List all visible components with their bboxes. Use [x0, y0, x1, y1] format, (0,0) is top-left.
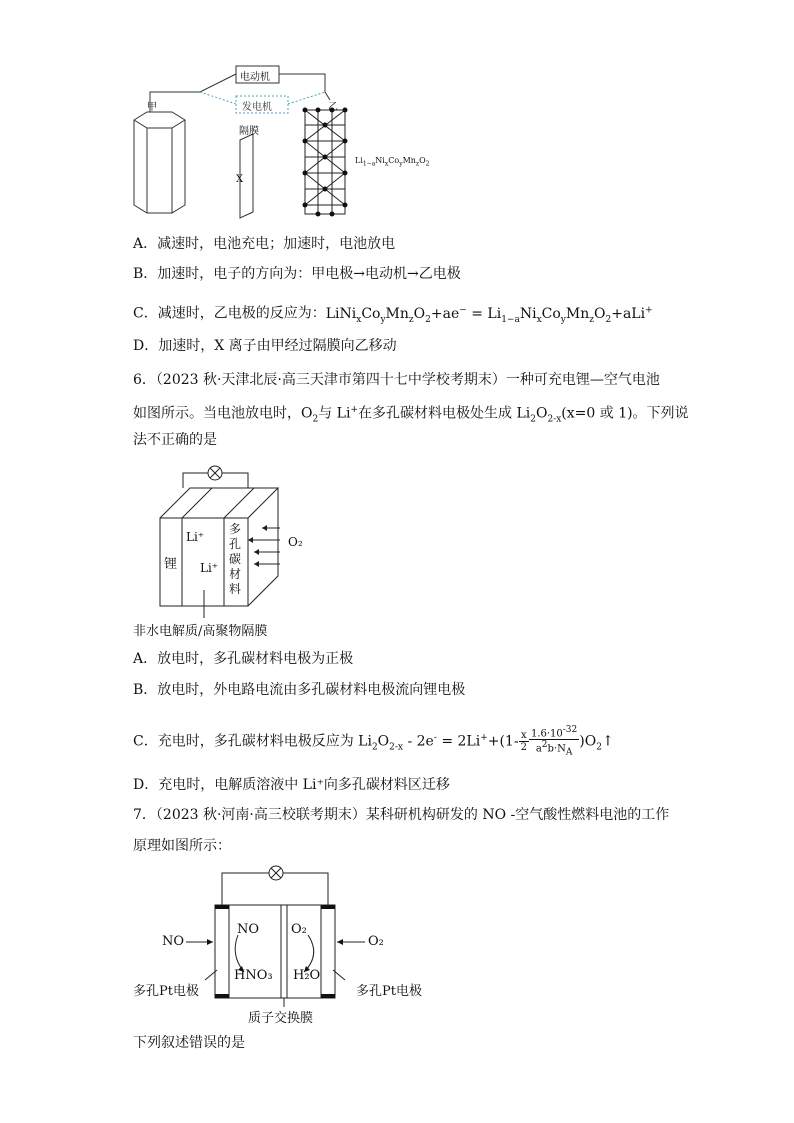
- right-electrode-label: 多孔Pt电极: [356, 984, 422, 999]
- electrode-b-label: 乙: [328, 102, 338, 113]
- o2-inlet-label-q7: O₂: [368, 934, 384, 949]
- li-ion-label-1: Li⁺: [186, 530, 205, 544]
- left-electrode-label: 多孔Pt电极: [133, 984, 199, 999]
- motor-label: 电动机: [240, 72, 270, 83]
- hno3-product-label: HNO₃: [234, 968, 273, 983]
- electrode-a-label: 甲: [147, 102, 157, 113]
- q6-option-d: D．充电时，电解质溶液中 Li⁺向多孔碳材料区迁移: [133, 777, 450, 793]
- q7-stem-line2: 原理如图所示：: [133, 838, 231, 854]
- q6-stem-line1: 6．（2023 秋·天津北辰·高三天津市第四十七中学校考期末）一种可充电锂—空气电池: [133, 372, 660, 388]
- q6-stem-line3: 法不正确的是: [133, 432, 217, 448]
- li-ion-label-2: Li⁺: [200, 561, 219, 575]
- q5-option-b: B．加速时，电子的方向为：甲电极→电动机→乙电极: [133, 266, 461, 282]
- no-reactant-label: NO: [237, 922, 260, 937]
- q5-option-a: A．减速时，电池充电；加速时，电池放电: [133, 236, 396, 252]
- q5-option-c-equation: $LiNi_xCo_yMn_zO_2+ae^- = Li_{1-a}Ni_xCo_yMn_zO_2+aLi^+$: [325, 305, 653, 325]
- o2-reactant-label: O₂: [291, 922, 307, 937]
- q6-option-c: C．充电时，多孔碳材料电极反应为 $Li_2O_{2-x} - 2e^- = 2Li^++(1-$ $\frac{x}{2}$ $\frac{1.6\cdot 10^{-32}}{a^2b\cdot N_A}$ )$O_2↑$: [133, 724, 614, 758]
- q5-option-c-prefix: C．减速时，乙电极的反应为：: [133, 305, 326, 322]
- q5-option-d: D．加速时，X 离子由甲经过隔膜向乙移动: [133, 338, 397, 354]
- lithium-label: 锂: [164, 557, 178, 572]
- o2-inlet-label: O₂: [288, 535, 303, 549]
- q6-option-a: A．放电时，多孔碳材料电极为正极: [133, 651, 354, 667]
- no-inlet-label: NO: [162, 934, 185, 949]
- fraction-x-2: $\frac{x}{2}$: [520, 730, 527, 754]
- q6-option-c-prefix: C．充电时，多孔碳材料电极反应为 Li: [133, 733, 372, 750]
- ion-label: X: [236, 174, 244, 185]
- carbon-material-label: 多 孔 碳 材 料: [228, 522, 241, 596]
- q7-stem-line3: 下列叙述错误的是: [133, 1035, 245, 1051]
- lattice-formula: $Li_{1-a}Ni_xCo_yMn_zO_2$: [355, 156, 430, 168]
- fraction-density: $\frac{1.6\cdot 10^{-32}}{a^2b\cdot N_A}$: [530, 724, 578, 758]
- h2o-product-label: H₂O: [293, 968, 321, 983]
- q7-stem-line1: 7．（2023 秋·河南·高三校联考期末）某科研机构研发的 NO -空气酸性燃料电池的工作: [133, 807, 670, 823]
- membrane-caption: 非水电解质/高聚物隔膜: [133, 624, 268, 639]
- generator-label: 发电机: [242, 102, 272, 113]
- q6-stem-line2: 如图所示。当电池放电时，$O_2$与 Li+在多孔碳材料电极处生成 $Li_2O_{2-x}(x=0$ 或 1)。下列说: [133, 405, 689, 425]
- q6-option-b: B．放电时，外电路电流由多孔碳材料电极流向锂电极: [133, 682, 466, 698]
- membrane-label-q7: 质子交换膜: [248, 1011, 314, 1026]
- separator-label: 隔膜: [239, 126, 259, 137]
